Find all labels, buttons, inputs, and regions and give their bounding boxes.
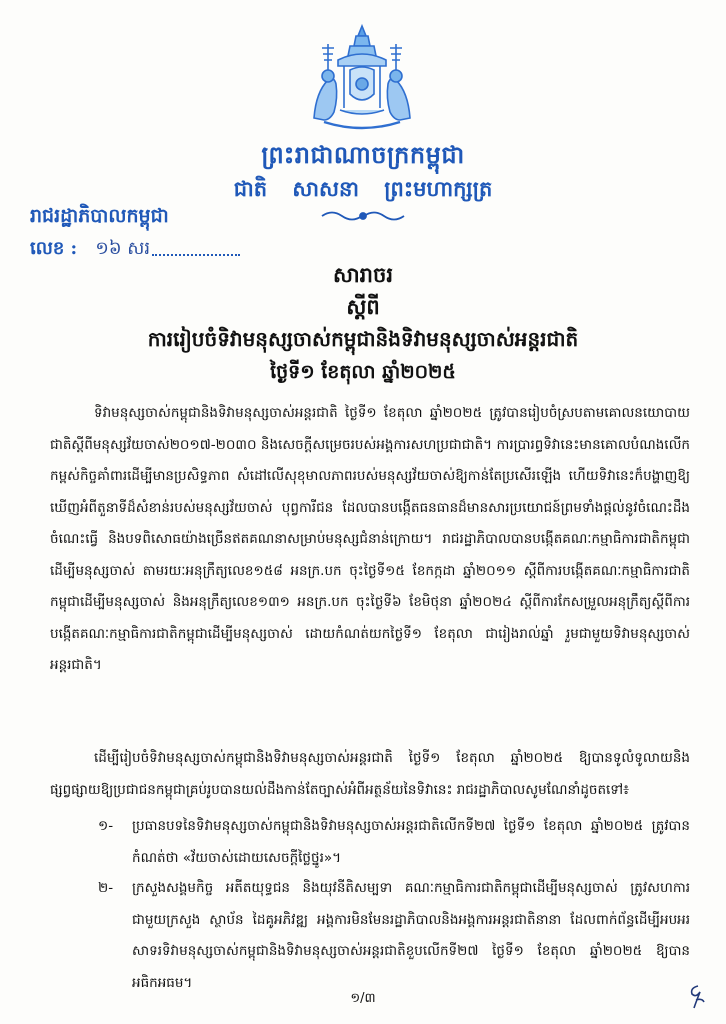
kingdom-title: ព្រះរាជាណាចក្រកម្ពុជា — [261, 140, 465, 169]
list-item-number: ១- — [98, 818, 114, 834]
national-motto: ជាតិ សាសនា ព្រះមហាក្សត្រ — [233, 176, 493, 201]
list-item-text: ប្រធានបទនៃទិវាមនុស្សចាស់កម្ពុជានិងទិវាមនុស្សចាស់អន្តរជាតិលើកទី២៧ ថ្ងៃទី១ ខែតុលា ឆ្នាំ២០២៥ ត្រូវបានកំណត់ថា «វ័យចាស់ដោយសេចក្តីថ្លៃថ្នូរ»។ — [132, 818, 690, 866]
number-dotted-line — [152, 254, 240, 256]
concerning-heading: ស្តីពី — [346, 294, 380, 319]
body-paragraph-1: ទិវាមនុស្សចាស់កម្ពុជានិងទិវាមនុស្សចាស់អន្តរជាតិ ថ្ងៃទី១ ខែតុលា ឆ្នាំ២០២៥ ត្រូវបានរៀបចំស្របតាមគោលនយោបាយជាតិស្តីពីមនុស្សវ័យចាស់២០១៧-២០៣០ និងសេចក្តីសម្រេចរបស់អង្គការសហប្រជាជាតិ។ ការប្រារព្ធទិវានេះមានគោលបំណងលើកកម្ពស់កិច្ចគាំពារដើម្បីមានប្រសិទ្ធភាព សំដៅលើសុខុមាលភាពរបស់មនុស្សវ័យចាស់ឱ្យកាន់តែប្រសើរឡើង ហើយទិវានេះក៏បង្ហាញឱ្យឃើញអំពីតួនាទីដ៏សំខាន់របស់មនុស្សវ័យចាស់ បុព្វការីជន ដែលបានបង្កើតធនធានដ៏មានសារប្រយោជន៍ព្រមទាំងផ្តល់នូវចំណេះដឹង ចំណេះធ្វើ និងបទពិសោធយ៉ាងច្រើនឥតគណនាសម្រាប់មនុស្សជំនាន់ក្រោយ។ រាជរដ្ឋាភិបាលបានបង្កើតគណៈកម្មាធិការជាតិកម្ពុជាដើម្បីមនុស្សចាស់ តាមរយៈអនុក្រឹត្យលេខ១៥៨ អនក្រ.បក ចុះថ្ងៃទី១៥ ខែកក្កដា ឆ្នាំ២០១១ ស្តីពីការបង្កើតគណៈកម្មាធិការជាតិកម្ពុជាដើម្បីមនុស្សចាស់ និងអនុក្រឹត្យលេខ១៣១ អនក្រ.បក ចុះថ្ងៃទី៦ ខែមិថុនា ឆ្នាំ២០២៤ ស្តីពីការកែសម្រួលអនុក្រឹត្យស្តីពីការបង្កើតគណៈកម្មាធិការជាតិកម្ពុជាដើម្បីមនុស្សចាស់ ដោយកំណត់យកថ្ងៃទី១ ខែតុលា ជារៀងរាល់ឆ្នាំ រួមជាមួយទិវាមនុស្សចាស់អន្តរជាតិ។ — [50, 405, 690, 673]
list-item-number: ២- — [98, 880, 114, 896]
document-number-row — [30, 236, 240, 263]
issuing-authority: រាជរដ្ឋាភិបាលកម្ពុជា — [30, 205, 169, 227]
initials-signature-icon — [684, 982, 708, 1012]
document-number-value: ១៦ សរ — [95, 238, 151, 259]
list-item — [84, 873, 690, 999]
document-type-heading: សារាចរ — [333, 262, 393, 287]
body-paragraph-2: ដើម្បីរៀបចំទិវាមនុស្សចាស់កម្ពុជានិងទិវាមនុស្សចាស់អន្តរជាតិ ថ្ងៃទី១ ខែតុលា ឆ្នាំ២០២៥ ឱ្យបានទូលំទូលាយនិងផ្សព្វផ្សាយឱ្យប្រជាជនកម្ពុជាគ្រប់រូបបានយល់ដឹងកាន់តែច្បាស់អំពីអត្ថន័យនៃទិវានេះ រាជរដ្ឋាភិបាលសូមណែនាំដូចតទៅ៖ — [50, 750, 690, 798]
date-heading: ថ្ងៃទី១ ខែតុលា ឆ្នាំ២០២៥ — [270, 361, 456, 383]
page-number: ១/៣ — [350, 991, 376, 1006]
subject-heading: ការរៀបចំទិវាមនុស្សចាស់កម្ពុជានិងទិវាមនុស្សចាស់អន្តរជាតិ — [147, 327, 579, 351]
document-number-label: លេខ : — [30, 238, 78, 259]
list-item-text: ក្រសួងសង្គមកិច្ច អតីតយុទ្ធជន និងយុវនីតិសម្បទា គណៈកម្មាធិការជាតិកម្ពុជាដើម្បីមនុស្សចាស់ ត្រូវសហការជាមួយក្រសួង ស្ថាប័ន ដៃគូអភិវឌ្ឍ អង្គការមិនមែនរដ្ឋាភិបាលនិងអង្គការអន្តរជាតិនានា ដែលពាក់ព័ន្ធដើម្បីអបអរសាទរទិវាមនុស្សចាស់កម្ពុជានិងទិវាមនុស្សចាស់អន្តរជាតិខួបលើកទី២៧ ថ្ងៃទី១ ខែតុលា ឆ្នាំ២០២៥ ឱ្យបានអធិកអធម។ — [132, 880, 690, 991]
coat-of-arms-icon — [304, 22, 420, 134]
list-item — [84, 811, 690, 874]
ornament-divider-icon — [318, 208, 408, 224]
